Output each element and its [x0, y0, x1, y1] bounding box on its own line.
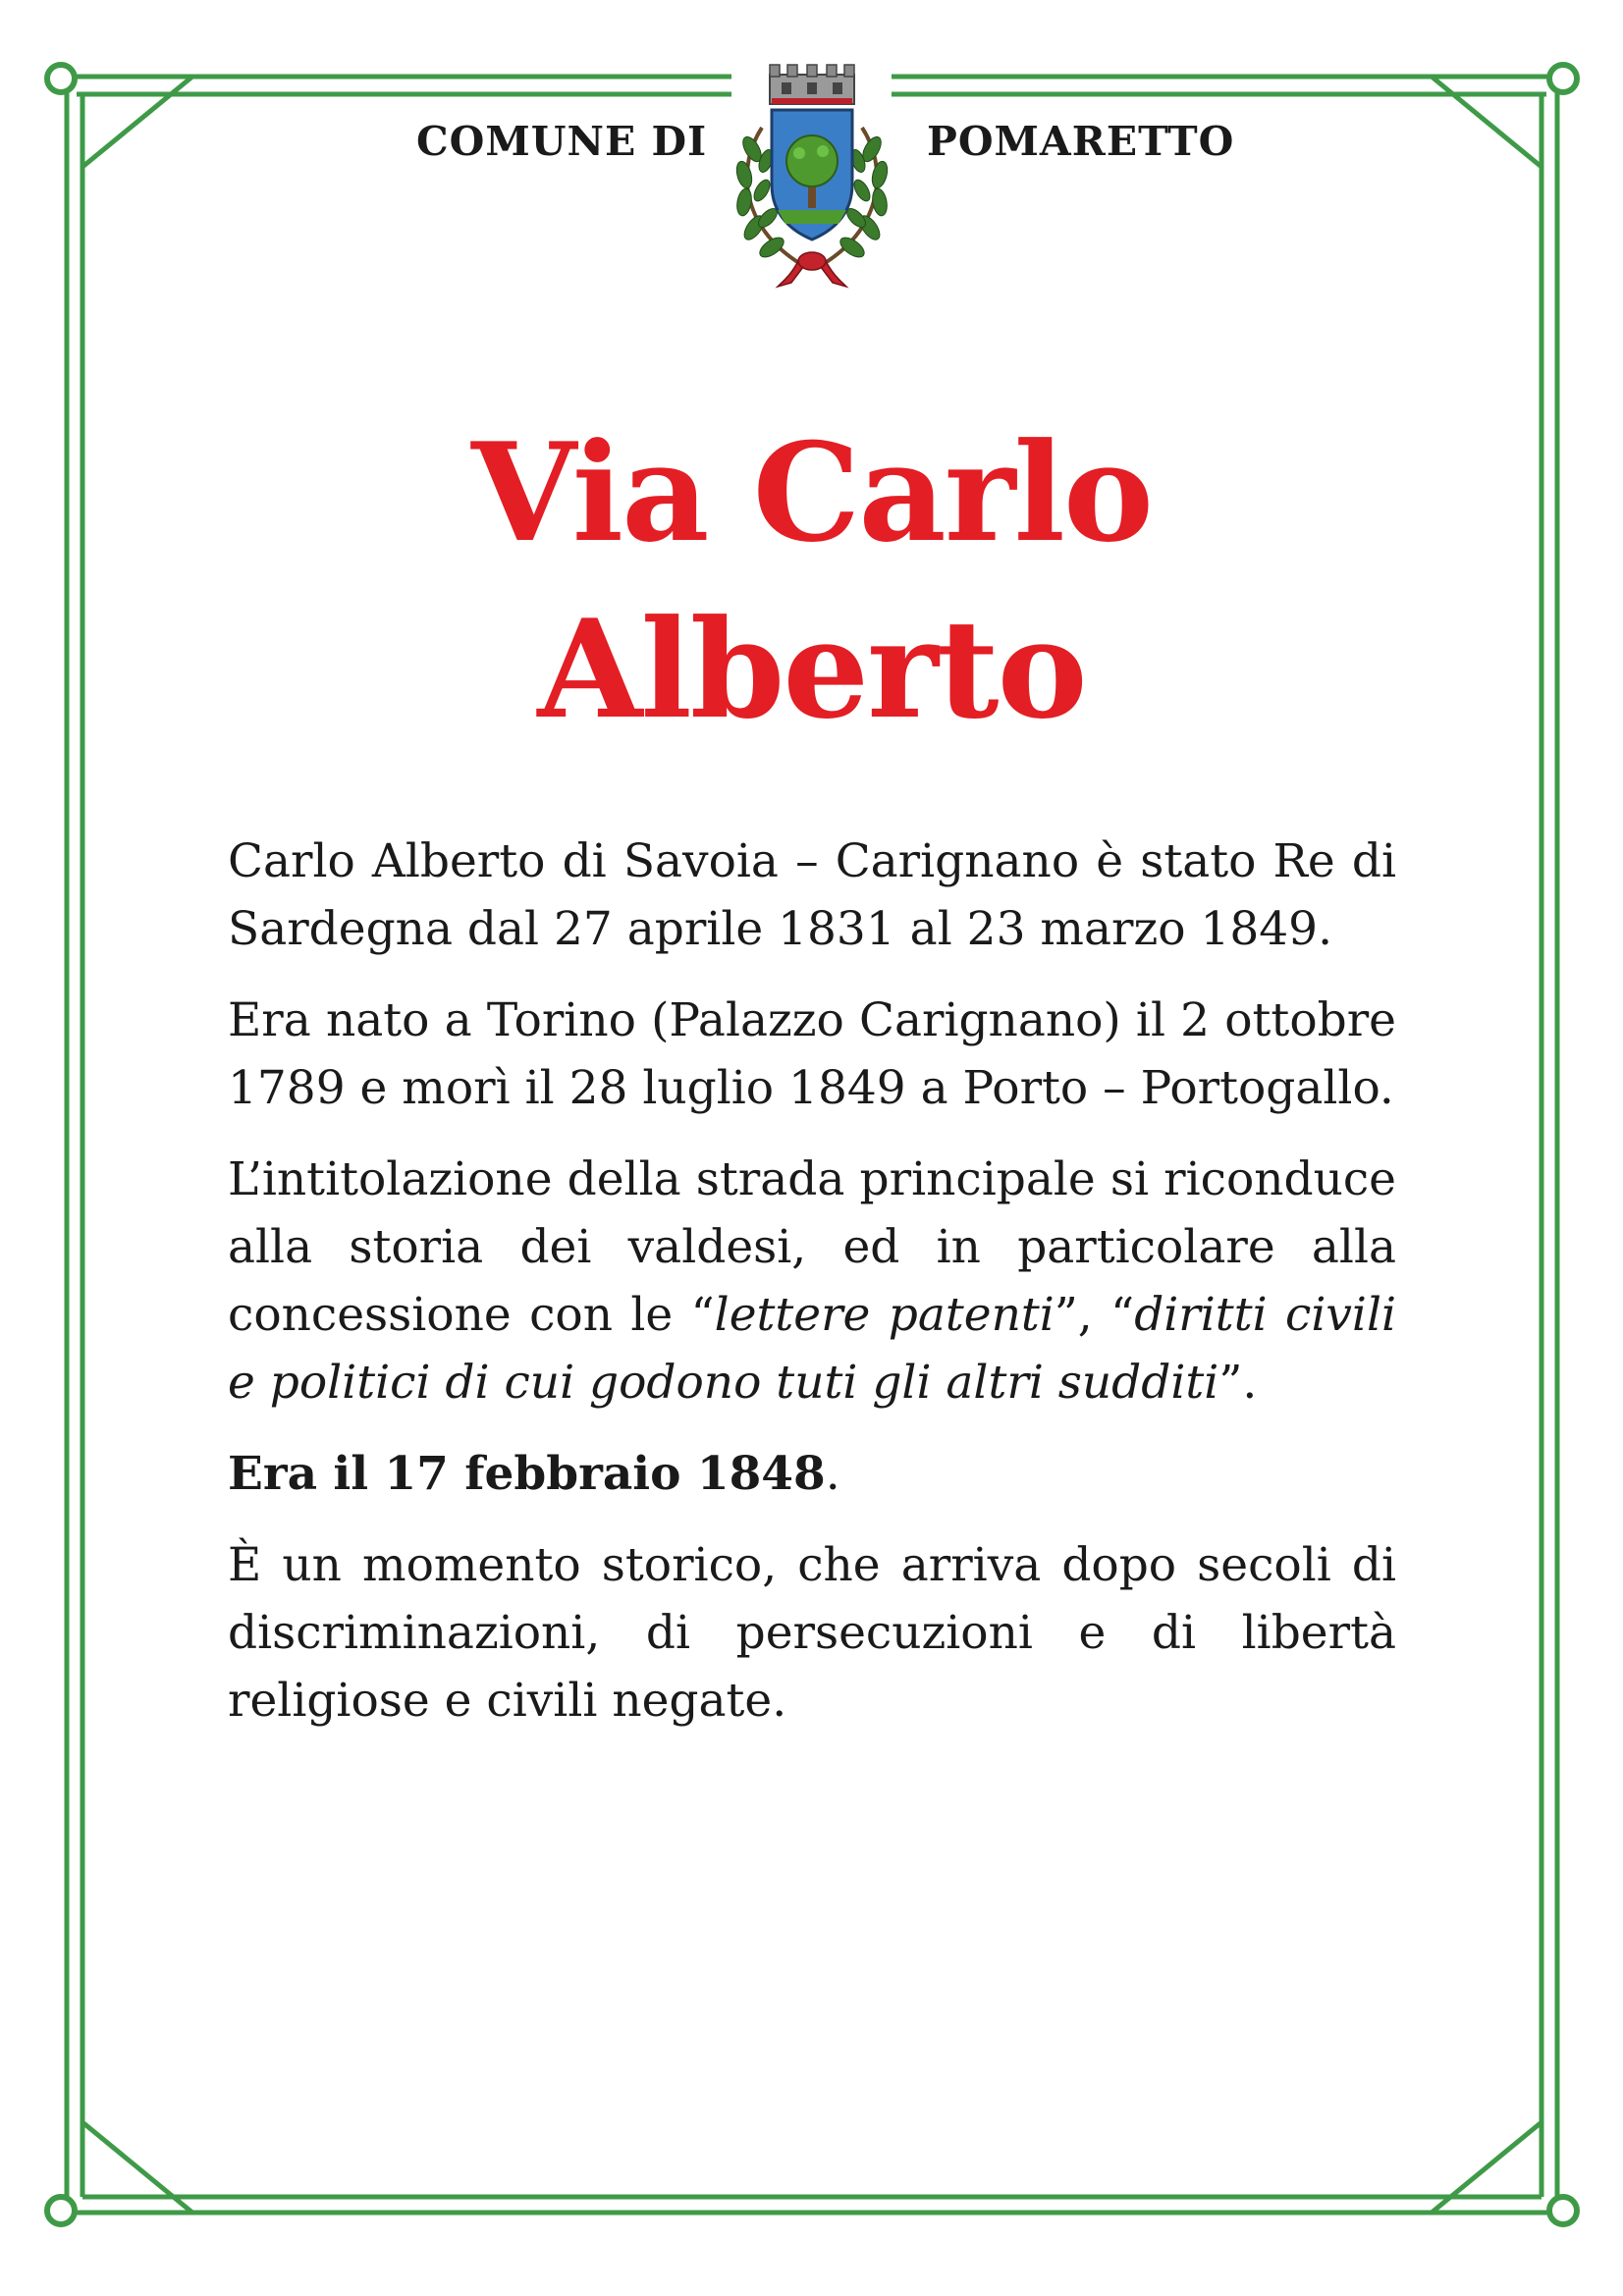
paragraph-text: ”, “	[1054, 1288, 1135, 1342]
paragraph-birth-death: Era nato a Torino (Palazzo Carignano) il 2 ottobre 1789 e morì il 28 luglio 1849 a Porto – Portogallo.	[228, 993, 1396, 1115]
municipal-coat-of-arms-icon	[723, 59, 901, 296]
title-line-2: Alberto	[537, 589, 1086, 749]
crown-icon	[770, 65, 854, 104]
page-title	[0, 404, 1623, 758]
paragraph-text: .	[825, 1447, 840, 1501]
paragraph-text: L’intitolazione della strada principale si riconduce alla storia dei valdesi, ed in particolare alla concessione con le “	[228, 1152, 1396, 1342]
date-highlight: Era il 17 febbraio 1848	[228, 1447, 826, 1501]
paragraph-text: ”.	[1218, 1356, 1258, 1410]
paragraph-street-naming	[228, 1146, 1396, 1416]
body-text	[228, 828, 1396, 1758]
header-comune-di: COMUNE DI	[416, 118, 708, 165]
header-municipality-name: POMARETTO	[927, 118, 1235, 165]
quote-lettere-patenti: lettere patenti	[714, 1288, 1055, 1342]
title-line-1: Via Carlo	[471, 412, 1152, 572]
paragraph-date	[228, 1440, 1396, 1508]
paragraph-historic-moment: È un momento storico, che arriva dopo secoli di discriminazioni, di persecuzioni e di libertà religiose e civili negate.	[228, 1538, 1396, 1728]
quote-diritti-civili: diritti civili e politici di cui godono tuti gli altri sudditi	[228, 1288, 1397, 1410]
paragraph-reign: Carlo Alberto di Savoia – Carignano è stato Re di Sardegna dal 27 aprile 1831 al 23 marzo 1849.	[228, 834, 1396, 956]
